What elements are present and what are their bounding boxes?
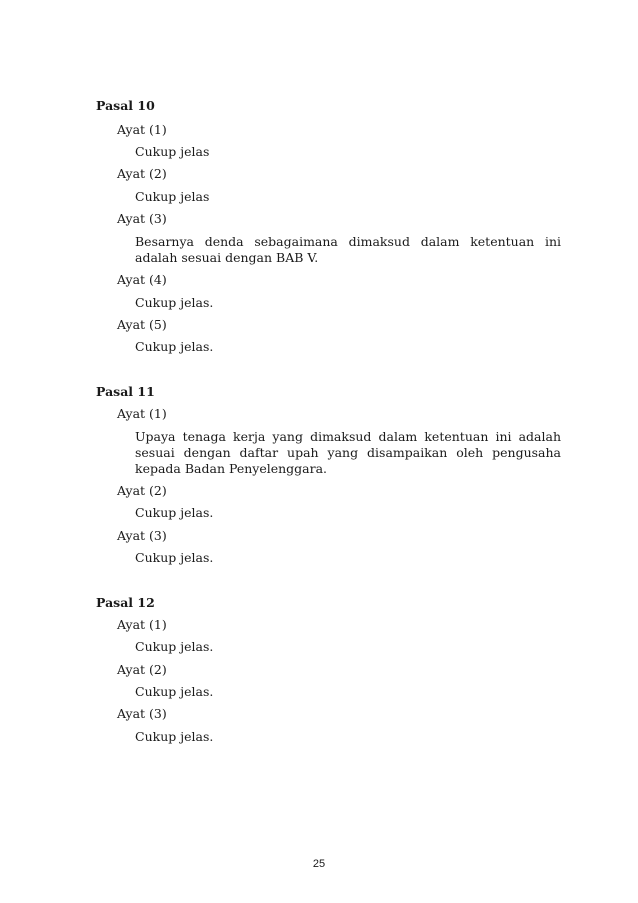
pasal-11-ayat-2-label: Ayat (2) [117, 483, 167, 498]
pasal-10-ayat-4-text: Cukup jelas. [135, 295, 214, 310]
pasal-10-ayat-2-text: Cukup jelas [135, 189, 210, 204]
pasal-10-ayat-4-label: Ayat (4) [117, 272, 167, 287]
pasal-11-heading: Pasal 11 [96, 384, 155, 399]
pasal-10-heading: Pasal 10 [96, 98, 155, 113]
pasal-10-ayat-5-label: Ayat (5) [117, 317, 167, 332]
pasal-11-ayat-1-label: Ayat (1) [117, 406, 167, 421]
pasal-11-ayat-3-label: Ayat (3) [117, 528, 167, 543]
pasal-10-ayat-1-text: Cukup jelas [135, 144, 210, 159]
pasal-11-ayat-1-text: Upaya tenaga kerja yang dimaksud dalam ketentuan ini adalah sesuai dengan daftar upah yang disampaikan oleh pengusaha kepada Badan Penyelenggara. [135, 429, 561, 476]
pasal-12-heading: Pasal 12 [96, 595, 155, 610]
pasal-12-ayat-1-text: Cukup jelas. [135, 639, 214, 654]
pasal-11-ayat-2-text: Cukup jelas. [135, 505, 214, 520]
pasal-12-ayat-3-text: Cukup jelas. [135, 729, 214, 744]
page-number: 25 [312, 858, 326, 870]
pasal-12-ayat-1-label: Ayat (1) [117, 617, 167, 632]
pasal-10-ayat-3-label: Ayat (3) [117, 211, 167, 226]
pasal-10-ayat-1-label: Ayat (1) [117, 122, 167, 137]
pasal-10-ayat-5-text: Cukup jelas. [135, 339, 214, 354]
pasal-10-ayat-2-label: Ayat (2) [117, 166, 167, 181]
pasal-11-ayat-3-text: Cukup jelas. [135, 550, 214, 565]
pasal-12-ayat-2-label: Ayat (2) [117, 662, 167, 677]
pasal-10-ayat-3-text: Besarnya denda sebagaimana dimaksud dalam ketentuan ini adalah sesuai dengan BAB V. [135, 234, 561, 265]
pasal-12-ayat-3-label: Ayat (3) [117, 706, 167, 721]
pasal-12-ayat-2-text: Cukup jelas. [135, 684, 214, 699]
